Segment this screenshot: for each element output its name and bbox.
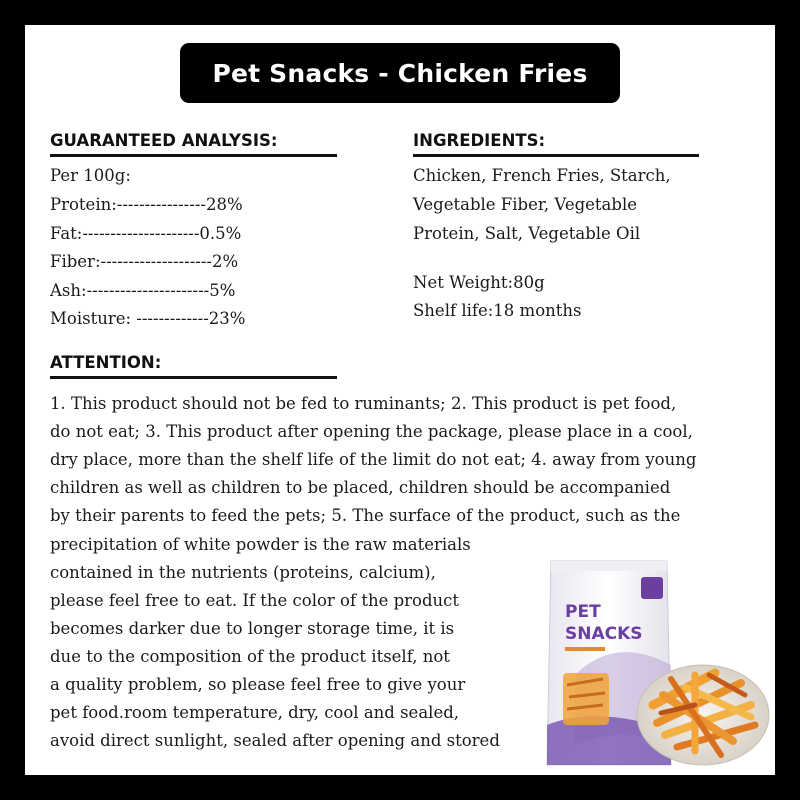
attention-line: a quality problem, so please feel free to give your <box>50 675 466 694</box>
attention-line: 1. This product should not be fed to ruminants; 2. This product is pet food, <box>50 394 677 413</box>
ingredients-line: Vegetable Fiber, Vegetable <box>413 195 637 214</box>
shelf-life: Shelf life:18 months <box>413 301 582 320</box>
brand-line2: SNACKS <box>565 624 643 644</box>
attention-line: precipitation of white powder is the raw materials <box>50 535 471 554</box>
net-weight: Net Weight:80g <box>413 273 545 292</box>
title-banner <box>180 43 620 103</box>
attention-line: avoid direct sunlight, sealed after opening and stored <box>50 731 500 750</box>
analysis-line: Fat:---------------------0.5% <box>50 224 242 243</box>
ingredients-line: Chicken, French Fries, Starch, <box>413 166 671 185</box>
product-illustration <box>545 555 770 775</box>
analysis-line: Fiber:--------------------2% <box>50 252 239 271</box>
attention-line: children as well as children to be placed, children should be accompanied <box>50 478 671 497</box>
analysis-heading: GUARANTEED ANALYSIS: <box>50 131 337 157</box>
brand-badge <box>641 577 663 599</box>
ingredients-heading: INGREDIENTS: <box>413 131 699 157</box>
label-card <box>25 25 775 775</box>
analysis-line: Ash:----------------------5% <box>50 281 236 300</box>
attention-heading: ATTENTION: <box>50 353 337 379</box>
analysis-line: Per 100g: <box>50 166 131 185</box>
product-image <box>545 555 770 775</box>
page-title: Pet Snacks - Chicken Fries <box>212 58 588 88</box>
attention-line: do not eat; 3. This product after opening the package, please place in a cool, <box>50 422 693 441</box>
analysis-line: Moisture: -------------23% <box>50 309 246 328</box>
attention-line: dry place, more than the shelf life of the limit do not eat; 4. away from young <box>50 450 697 469</box>
attention-line: becomes darker due to longer storage time, it is <box>50 619 455 638</box>
attention-line: please feel free to eat. If the color of the product <box>50 591 460 610</box>
brand-line1: PET <box>565 602 601 622</box>
ingredients-line: Protein, Salt, Vegetable Oil <box>413 224 641 243</box>
attention-line: due to the composition of the product itself, not <box>50 647 450 666</box>
attention-line: pet food.room temperature, dry, cool and sealed, <box>50 703 460 722</box>
attention-line: contained in the nutrients (proteins, calcium), <box>50 563 436 582</box>
attention-line: by their parents to feed the pets; 5. The surface of the product, such as the <box>50 506 681 525</box>
analysis-line: Protein:----------------28% <box>50 195 243 214</box>
